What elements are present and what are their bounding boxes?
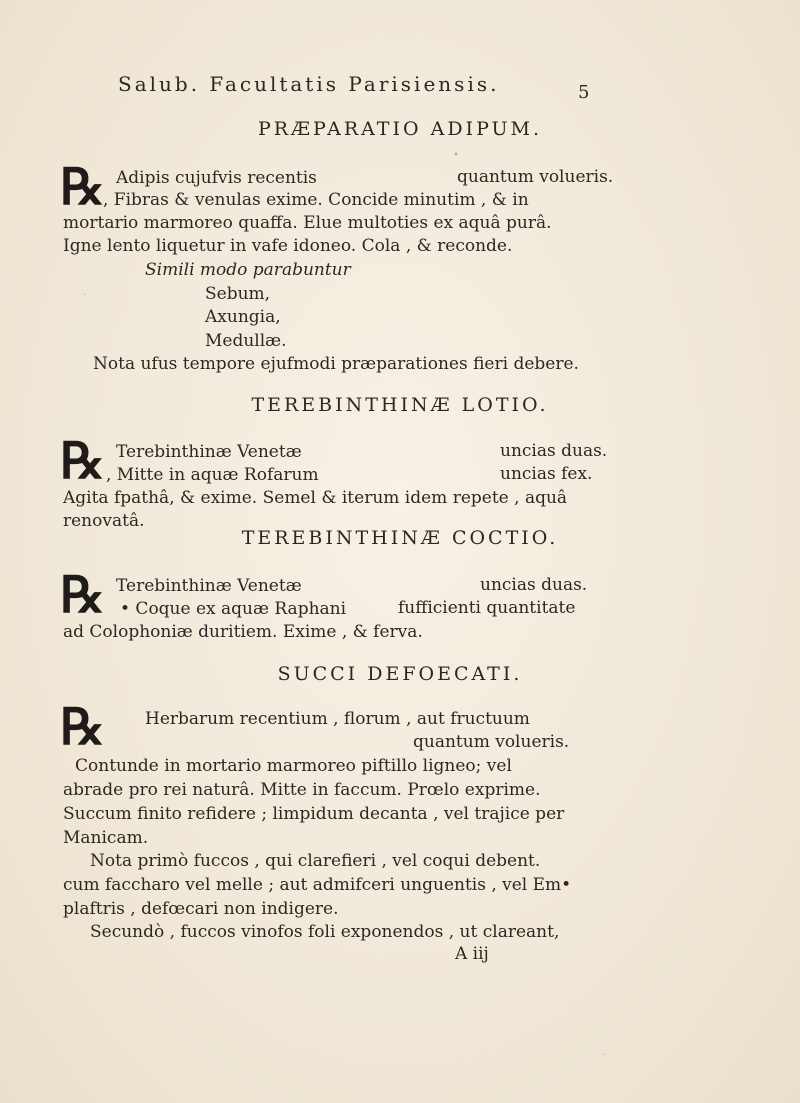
recipe-note: Secundò , fuccos vinofos foli exponendos , ut clareant,	[90, 922, 560, 942]
recipe-line: mortario marmoreo quaffa. Elue multoties ex aquâ purâ.	[63, 213, 552, 233]
ink-speck: ·	[603, 1050, 607, 1061]
section-heading-lotio: TEREBINTHINÆ LOTIO.	[251, 394, 549, 416]
recipe-line: Igne lento liquetur in vafe idoneo. Cola , & reconde.	[63, 236, 513, 256]
signature-mark: A iij	[455, 944, 489, 964]
recipe-line: Herbarum recentium , florum , aut fructuum	[145, 709, 530, 729]
recipe-note: Nota primò fuccos , qui clarefieri , vel coqui debent.	[90, 851, 541, 871]
ingredient-item: Axungia,	[205, 307, 281, 327]
running-head: Salub. Facultatis Parisiensis.	[118, 72, 500, 96]
recipe-quantity: uncias fex.	[500, 464, 593, 484]
recipe-line: Simili modo parabuntur	[145, 260, 351, 280]
recipe-quantity: quantum volueris.	[413, 732, 570, 752]
recipe-quantity: fufficienti quantitate	[398, 598, 576, 618]
ink-speck: •	[453, 150, 459, 161]
recipe-line: Adipis cujufvis recentis	[116, 168, 317, 188]
recipe-symbol: ℞	[60, 697, 105, 756]
recipe-line: abrade pro rei naturâ. Mitte in faccum. Prœlo exprime.	[63, 780, 541, 800]
ingredient-item: Medullæ.	[205, 331, 287, 351]
recipe-symbol: ℞	[60, 157, 105, 216]
section-heading-coctio: TEREBINTHINÆ COCTIO.	[241, 527, 559, 549]
recipe-line: Terebinthinæ Venetæ	[116, 576, 302, 596]
recipe-line: Agita fpathâ, & exime. Semel & iterum idem repete , aquâ	[63, 488, 568, 508]
recipe-line: Succum finito refidere ; limpidum decanta , vel trajice per	[63, 804, 565, 824]
section-heading-adipum: PRÆPARATIO ADIPUM.	[257, 118, 543, 140]
recipe-quantity: uncias duas.	[480, 575, 588, 595]
recipe-quantity: uncias duas.	[500, 441, 608, 461]
recipe-line: Manicam.	[63, 828, 149, 848]
recipe-line: renovatâ.	[63, 511, 145, 531]
recipe-line: , Mitte in aquæ Rofarum	[106, 465, 319, 485]
recipe-line: Contunde in mortario marmoreo piftillo ligneo; vel	[75, 756, 512, 776]
page-number: 5	[578, 82, 590, 103]
section-heading-succi: SUCCI DEFOECATI.	[277, 663, 523, 685]
recipe-note: Nota ufus tempore ejufmodi præparationes fieri debere.	[93, 354, 579, 374]
recipe-line: • Coque ex aquæ Raphani	[120, 599, 347, 619]
ink-speck: ·	[83, 290, 87, 301]
recipe-line: Terebinthinæ Venetæ	[116, 442, 302, 462]
recipe-line: , Fibras & venulas exime. Concide minutim , & in	[103, 190, 529, 210]
ingredient-item: Sebum,	[205, 284, 271, 304]
recipe-quantity: quantum volueris.	[457, 167, 614, 187]
recipe-note: cum faccharo vel melle ; aut admifceri unguentis , vel Em•	[63, 875, 572, 895]
recipe-symbol: ℞	[60, 565, 105, 624]
recipe-symbol: ℞	[60, 431, 105, 490]
recipe-note: plaftris , defœcari non indigere.	[63, 899, 339, 919]
recipe-line: ad Colophoniæ duritiem. Exime , & ferva.	[63, 622, 423, 642]
